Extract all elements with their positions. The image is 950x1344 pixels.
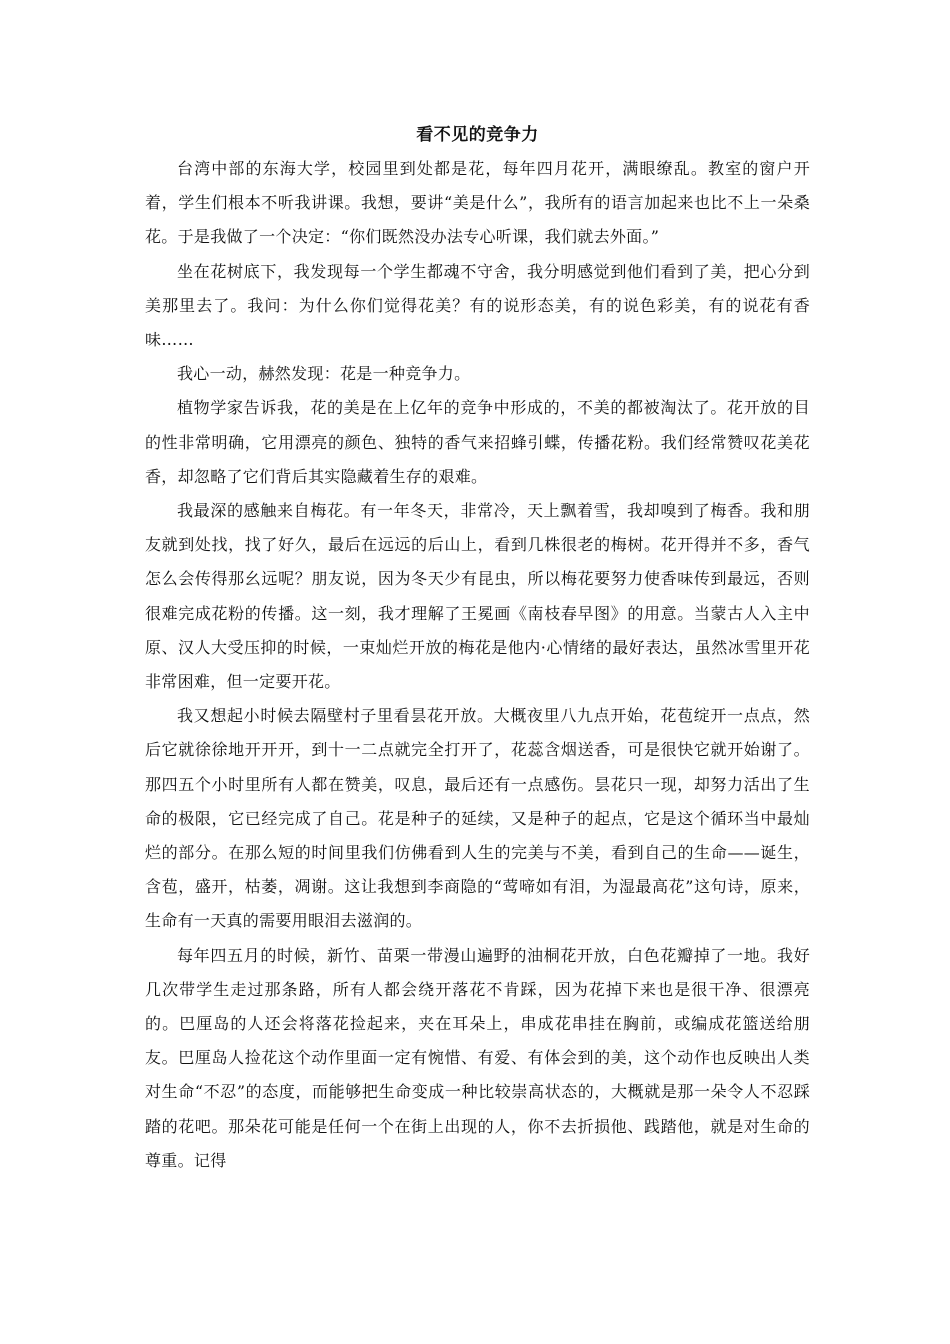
document-title: 看不见的竞争力: [416, 125, 539, 145]
paragraph-6: 我又想起小时候去隔壁村子里看昙花开放。大概夜里八九点开始，花苞绽开一点点，然后它就徐徐地开开开，到十一二点就完全打开了，花蕊含烟送香，可是很快它就开始谢了。那四五个小时里所有人都在赞美，叹息，最后还有一点感伤。昙花只一现，却努力活出了生命的极限，它已经完成了自己。花是种子的延续，又是种子的起点，它是这个循环当中最灿烂的部分。在那么短的时间里我们仿佛看到人生的完美与不美，看到自己的生命——诞生，含苞，盛开，枯萎，凋谢。这让我想到李商隐的“莺啼如有泪，为湿最高花”这句诗，原来，生命有一天真的需要用眼泪去滋润的。: [145, 706, 810, 931]
document-page: [145, 118, 810, 1178]
paragraph-1: 台湾中部的东海大学，校园里到处都是花，每年四月花开，满眼缭乱。教室的窗户开着，学生们根本不听我讲课。我想，要讲“美是什么”，我所有的语言加起来也比不上一朵桑花。于是我做了一个决定：“你们既然没办法专心听课，我们就去外面。”: [145, 159, 810, 247]
paragraph-5: 我最深的感触来自梅花。有一年冬天，非常冷，天上飘着雪，我却嗅到了梅香。我和朋友就到处找，找了好久，最后在远远的后山上，看到几株很老的梅树。花开得并不多，香气怎么会传得那幺远呢？朋友说，因为冬天少有昆虫，所以梅花要努力使香味传到最远，否则很难完成花粉的传播。这一刻，我才理解了王冕画《南枝春早图》的用意。当蒙古人入主中原、汉人大受压抑的时候，一束灿烂开放的梅花是他内·心情绪的最好表达，虽然冰雪里开花非常困难，但一定要开花。: [145, 501, 810, 692]
paragraph-7: 每年四五月的时候，新竹、苗栗一带漫山遍野的油桐花开放，白色花瓣掉了一地。我好几次带学生走过那条路，所有人都会绕开落花不肯踩，因为花掉下来也是很干净、很漂亮的。巴厘岛的人还会将落花捡起来，夹在耳朵上，串成花串挂在胸前，或编成花篮送给朋友。巴厘岛人捡花这个动作里面一定有惋惜、有爱、有体会到的美，这个动作也反映出人类对生命“不忍”的态度，而能够把生命变成一种比较崇高状态的，大概就是那一朵令人不忍踩踏的花吧。那朵花可能是任何一个在街上出现的人，你不去折损他、践踏他，就是对生命的尊重。记得: [145, 945, 810, 1170]
paragraph-4: 植物学家告诉我，花的美是在上亿年的竞争中形成的，不美的都被淘汰了。花开放的目的性非常明确，它用漂亮的颜色、独特的香气来招蜂引蝶，传播花粉。我们经常赞叹花美花香，却忽略了它们背后其实隐藏着生存的艰难。: [145, 398, 810, 486]
paragraph-2: 坐在花树底下，我发现每一个学生都魂不守舍，我分明感觉到他们看到了美，把心分到美那里去了。我问：为什么你们觉得花美？有的说形态美，有的说色彩美，有的说花有香味……: [145, 261, 810, 350]
paragraph-3: 我心一动，赫然发现：花是一种竞争力。: [177, 364, 471, 384]
